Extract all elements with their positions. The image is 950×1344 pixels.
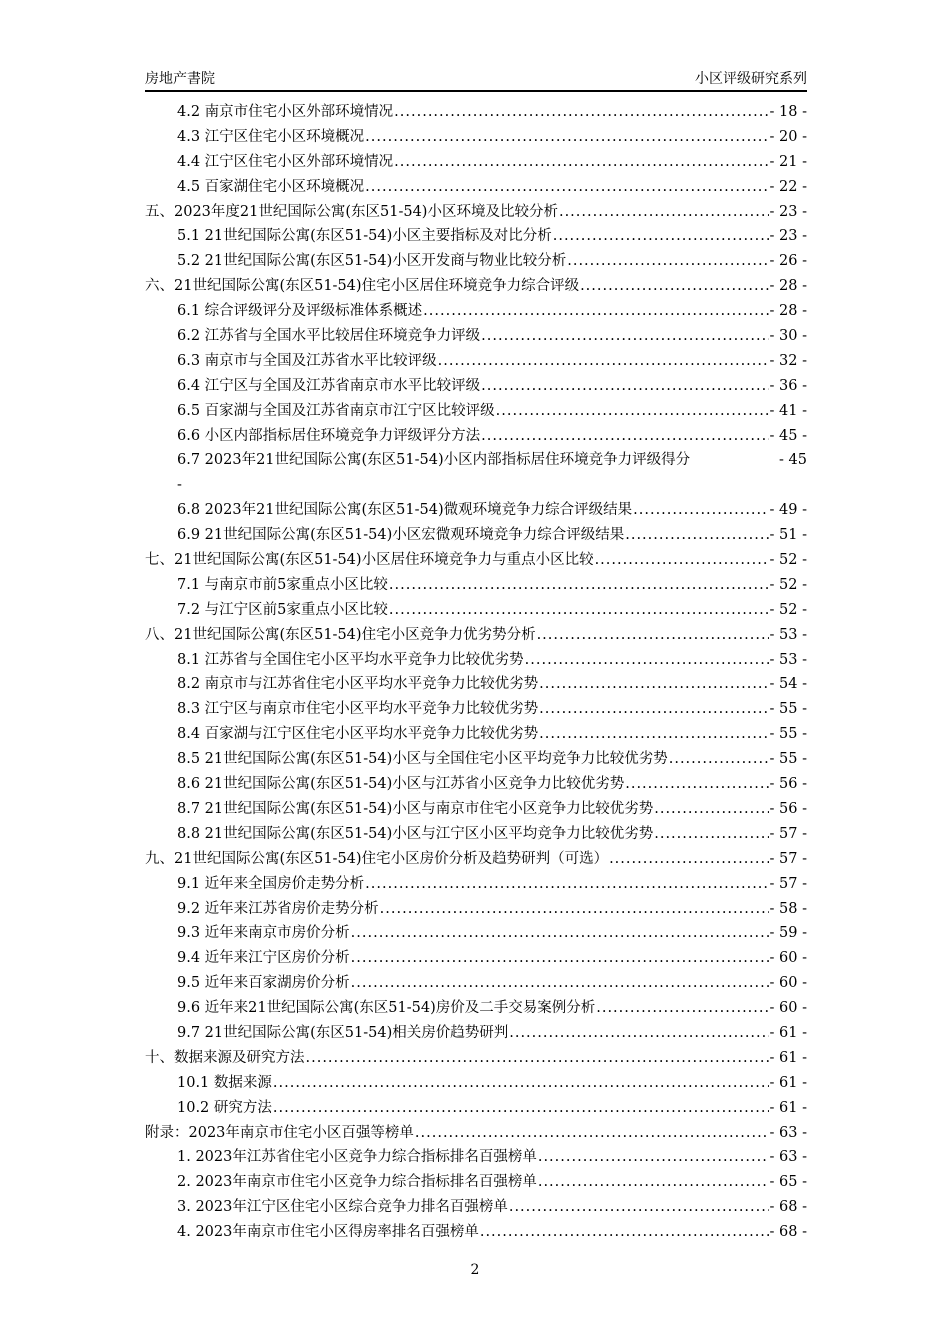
toc-entry-page: - 57 - [769,850,807,867]
toc-entry-title: 9.3 近年来南京市房价分析 [177,925,350,942]
dot-leader [481,374,768,399]
toc-entry[interactable] [145,548,807,573]
toc-entry[interactable] [145,249,807,274]
dot-leader [580,274,768,299]
toc-entry-title: 8.4 百家湖与江宁区住宅小区平均水平竞争力比较优劣势 [177,726,539,743]
toc-entry-title: 6.7 2023年21世纪国际公寓(东区51-54)小区内部指标居住环境竞争力评级得分 [177,452,691,469]
dot-leader [553,224,769,249]
toc-entry[interactable] [145,125,807,150]
table-of-contents [145,100,807,1245]
toc-entry-title: 8.7 21世纪国际公寓(东区51-54)小区与南京市住宅小区竞争力比较优劣势 [177,800,654,817]
toc-entry-page: - 51 - [769,527,807,544]
toc-entry[interactable] [145,1071,807,1096]
toc-entry-title: 9.4 近年来江宁区房价分析 [177,950,350,967]
toc-entry[interactable] [145,1121,807,1146]
dot-leader [559,200,769,225]
toc-entry-page: - 45 - [769,427,807,444]
dot-leader [394,150,768,175]
toc-entry[interactable] [145,672,807,697]
dot-leader [365,125,768,150]
toc-entry-title: 8.8 21世纪国际公寓(东区51-54)小区与江宁区小区平均竞争力比较优劣势 [177,825,654,842]
toc-entry[interactable] [145,722,807,747]
toc-entry-title: 4.4 江宁区住宅小区外部环境情况 [177,153,394,170]
toc-entry-title: 6.4 江宁区与全国及江苏省南京市水平比较评级 [177,377,481,394]
toc-entry[interactable] [145,872,807,897]
page-header [145,66,807,92]
toc-entry[interactable] [145,797,807,822]
dot-leader [481,424,768,449]
toc-entry[interactable] [145,747,807,772]
toc-entry[interactable] [145,424,807,449]
toc-entry-title: 八、21世纪国际公寓(东区51-54)住宅小区竞争力优劣势分析 [145,626,536,643]
toc-entry[interactable] [145,349,807,374]
toc-entry-page: - 23 - [769,228,807,245]
dot-leader [306,1046,769,1071]
toc-entry-page: - 28 - [769,278,807,295]
toc-entry-title: 2. 2023年南京市住宅小区竞争力综合指标排名百强榜单 [177,1174,537,1191]
toc-entry-page: - 30 - [769,328,807,345]
toc-entry[interactable] [145,150,807,175]
toc-entry-page: - 68 - [769,1224,807,1241]
toc-entry-title: 8.6 21世纪国际公寓(东区51-54)小区与江苏省小区竞争力比较优劣势 [177,776,625,793]
dot-leader [596,996,768,1021]
toc-entry-page: - 53 - [769,651,807,668]
toc-entry-page: - 58 - [769,900,807,917]
toc-entry-title: 8.5 21世纪国际公寓(东区51-54)小区与全国住宅小区平均竞争力比较优劣势 [177,751,668,768]
dot-leader [351,921,769,946]
dot-leader [539,722,768,747]
toc-entry-page: - 56 - [769,776,807,793]
toc-entry-page: - 60 - [769,950,807,967]
toc-entry-title: 6.3 南京市与全国及江苏省水平比较评级 [177,352,437,369]
toc-entry[interactable] [145,573,807,598]
toc-entry-page: - 18 - [769,104,807,120]
page-number: 2 [470,1262,480,1278]
dot-leader [509,1021,768,1046]
toc-entry-page: - 61 - [769,1099,807,1116]
toc-entry-title: 1. 2023年江苏省住宅小区竞争力综合指标排名百强榜单 [177,1149,537,1166]
toc-entry-title: 10.1 数据来源 [177,1074,272,1091]
dot-leader [669,747,769,772]
toc-entry-page: - 60 - [769,1000,807,1017]
toc-entry-title: 4.2 南京市住宅小区外部环境情况 [177,104,394,120]
dot-leader [389,573,769,598]
toc-entry[interactable] [145,697,807,722]
toc-entry-page: - 68 - [769,1199,807,1216]
toc-entry[interactable] [145,1145,807,1170]
toc-entry-title: 8.3 江宁区与南京市住宅小区平均水平竞争力比较优劣势 [177,701,539,718]
dot-leader [567,249,768,274]
toc-entry-page: - 61 - [769,1024,807,1041]
toc-entry-page: - 52 - [769,576,807,593]
toc-entry-title: 9.2 近年来江苏省房价走势分析 [177,900,379,917]
toc-entry-title: 9.6 近年来21世纪国际公寓(东区51-54)房价及二手交易案例分析 [177,1000,596,1017]
toc-entry-page: - 61 - [769,1074,807,1091]
header-publisher: 房地产書院 [145,71,215,87]
toc-entry[interactable] [145,1195,807,1220]
toc-entry-title: 4.5 百家湖住宅小区环境概况 [177,178,365,195]
toc-entry-title: 7.1 与南京市前5家重点小区比较 [177,576,388,593]
toc-entry-page-continuation: - [177,477,182,494]
toc-entry-page: - 61 - [769,1049,807,1066]
toc-entry-page: - 57 - [769,875,807,892]
toc-entry-page: - 52 - [769,552,807,569]
toc-entry[interactable] [145,1096,807,1121]
toc-entry-page: - 23 - [769,203,807,220]
dot-leader [633,498,768,523]
toc-entry-page: - 54 - [769,676,807,693]
dot-leader [537,623,769,648]
dot-leader [415,1121,769,1146]
dot-leader [365,175,768,200]
toc-entry-page: - 65 - [769,1174,807,1191]
toc-entry-page: - 63 - [769,1124,807,1141]
toc-entry[interactable] [145,1220,807,1245]
toc-entry-page: - 49 - [769,502,807,519]
toc-entry-page: - 55 - [769,726,807,743]
toc-entry-title: 五、2023年度21世纪国际公寓(东区51-54)小区环境及比较分析 [145,203,558,220]
toc-entry[interactable] [145,1021,807,1046]
toc-entry-title: 6.5 百家湖与全国及江苏省南京市江宁区比较评级 [177,402,495,419]
dot-leader [654,822,768,847]
toc-entry-page: - 57 - [769,825,807,842]
dot-leader [351,971,769,996]
toc-entry-title: 6.1 综合评级评分及评级标准体系概述 [177,303,423,320]
dot-leader [389,598,769,623]
dot-leader [625,523,768,548]
toc-entry-title: 九、21世纪国际公寓(东区51-54)住宅小区房价分析及趋势研判（可选） [145,850,609,867]
dot-leader [538,1170,769,1195]
toc-entry[interactable] [145,175,807,200]
toc-entry[interactable] [145,847,807,872]
toc-entry-page: - 28 - [769,303,807,320]
toc-entry-page: - 52 - [769,601,807,618]
toc-entry-title: 5.1 21世纪国际公寓(东区51-54)小区主要指标及对比分析 [177,228,552,245]
toc-entry-page: - 53 - [769,626,807,643]
dot-leader [595,548,769,573]
toc-entry-title: 6.8 2023年21世纪国际公寓(东区51-54)微观环境竞争力综合评级结果 [177,502,633,519]
toc-entry-page: - 56 - [769,800,807,817]
toc-entry-title: 8.2 南京市与江苏省住宅小区平均水平竞争力比较优劣势 [177,676,539,693]
toc-entry[interactable] [145,921,807,946]
toc-entry-title: 8.1 江苏省与全国住宅小区平均水平竞争力比较优劣势 [177,651,524,668]
header-series: 小区评级研究系列 [695,71,807,87]
toc-entry[interactable] [145,996,807,1021]
toc-entry[interactable] [145,623,807,648]
toc-entry-title: 10.2 研究方法 [177,1099,272,1116]
toc-entry-page: - 41 - [769,402,807,419]
toc-entry[interactable] [145,897,807,922]
toc-entry[interactable] [145,274,807,299]
toc-entry[interactable] [145,448,807,473]
dot-leader [496,399,769,424]
toc-entry[interactable] [145,374,807,399]
dot-leader [538,1145,769,1170]
toc-entry-title: 6.6 小区内部指标居住环境竞争力评级评分方法 [177,427,481,444]
dot-leader [481,324,768,349]
toc-entry-title: 9.7 21世纪国际公寓(东区51-54)相关房价趋势研判 [177,1024,509,1041]
toc-entry[interactable] [145,1046,807,1071]
dot-leader [351,946,769,971]
toc-entry-title: 9.5 近年来百家湖房价分析 [177,975,350,992]
toc-entry-title: 附录：2023年南京市住宅小区百强等榜单 [145,1124,414,1141]
toc-entry[interactable] [145,523,807,548]
toc-entry[interactable] [145,822,807,847]
dot-leader [625,772,768,797]
toc-entry-page: - 60 - [769,975,807,992]
toc-entry-title: 六、21世纪国际公寓(东区51-54)住宅小区居住环境竞争力综合评级 [145,278,580,295]
dot-leader [480,1220,769,1245]
toc-entry-page: - 36 - [769,377,807,394]
dot-leader [273,1071,769,1096]
toc-entry[interactable] [145,224,807,249]
toc-entry-title: 4.3 江宁区住宅小区环境概况 [177,128,365,145]
toc-entry-title: 七、21世纪国际公寓(东区51-54)小区居住环境竞争力与重点小区比较 [145,552,594,569]
toc-entry-title: 9.1 近年来全国房价走势分析 [177,875,365,892]
dot-leader [423,299,768,324]
toc-entry[interactable] [145,324,807,349]
toc-entry[interactable] [145,100,807,125]
toc-entry[interactable] [145,1170,807,1195]
toc-entry[interactable] [145,399,807,424]
toc-entry-page: - 26 - [769,253,807,270]
toc-entry-page: - 45 [779,452,807,469]
dot-leader [273,1096,769,1121]
toc-entry-title: 6.9 21世纪国际公寓(东区51-54)小区宏微观环境竞争力综合评级结果 [177,527,625,544]
toc-entry-page: - 63 - [769,1149,807,1166]
toc-entry[interactable] [145,772,807,797]
dot-leader [438,349,769,374]
toc-entry-page: - 59 - [769,925,807,942]
toc-entry-page: - 55 - [769,751,807,768]
dot-leader [654,797,768,822]
dot-leader [509,1195,769,1220]
dot-leader [394,100,768,125]
toc-entry-page: - 21 - [769,153,807,170]
dot-leader [380,897,769,922]
toc-entry[interactable] [145,200,807,225]
toc-entry-page: - 22 - [769,178,807,195]
toc-entry-title: 十、数据来源及研究方法 [145,1049,305,1066]
toc-entry-title: 7.2 与江宁区前5家重点小区比较 [177,601,388,618]
dot-leader [539,672,768,697]
toc-entry-title: 6.2 江苏省与全国水平比较居住环境竞争力评级 [177,328,481,345]
toc-entry[interactable] [145,498,807,523]
toc-entry[interactable] [145,598,807,623]
toc-entry[interactable] [145,299,807,324]
toc-entry[interactable] [145,648,807,673]
toc-entry-page: - 20 - [769,128,807,145]
toc-entry-page: - 55 - [769,701,807,718]
toc-entry-page: - 32 - [769,352,807,369]
toc-entry[interactable] [145,946,807,971]
toc-entry-title: 5.2 21世纪国际公寓(东区51-54)小区开发商与物业比较分析 [177,253,567,270]
toc-entry[interactable] [145,971,807,996]
dot-leader [609,847,768,872]
dot-leader [365,872,768,897]
dot-leader [539,697,768,722]
dot-leader [525,648,769,673]
toc-entry-title: 4. 2023年南京市住宅小区得房率排名百强榜单 [177,1224,479,1241]
toc-entry-title: 3. 2023年江宁区住宅小区综合竞争力排名百强榜单 [177,1199,508,1216]
